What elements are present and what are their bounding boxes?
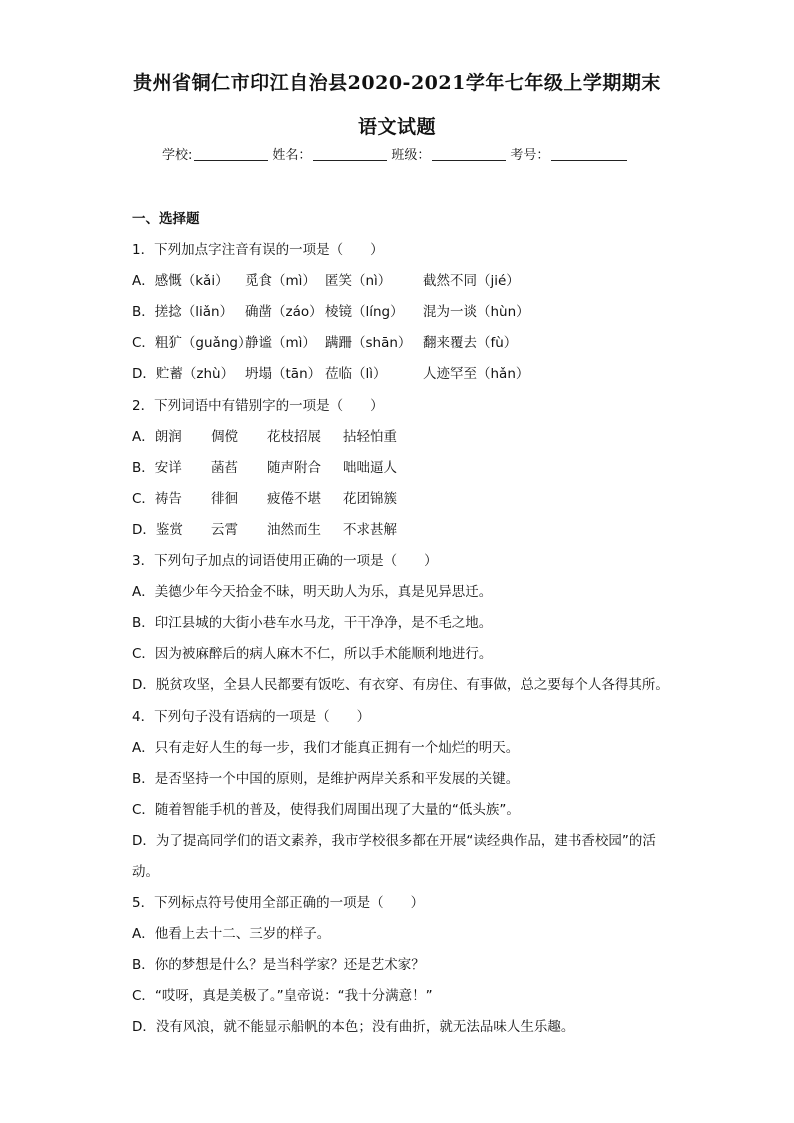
exam-title-line1: 贵州省铜仁市印江自治县2020-2021学年七年级上学期期末 [133,72,661,94]
question-2-option-a: A．朗润 倜傥 花枝招展 拈轻怕重 [132,428,397,445]
question-3-option-d: D．脱贫攻坚，全县人民都要有饭吃、有衣穿、有房住、有事做，总之要每个人各得其所。 [132,677,669,694]
section-title: 一、选择题 [132,211,200,227]
name-blank [313,146,387,161]
question-content [132,204,672,1044]
exam-no-blank [551,146,627,161]
question-2-option-d: D．鉴赏 云霄 油然而生 不求甚解 [132,521,397,538]
question-3-stem: 3．下列句子加点的词语使用正确的一项是（ ） [132,553,438,570]
class-label: 班级： [391,148,431,163]
question-3-option-a: A．美德少年今天拾金不昧，明天助人为乐，真是见异思迁。 [132,584,493,601]
question-3-option-c: C．因为被麻醉后的病人麻木不仁，所以手术能顺利地进行。 [132,646,493,663]
question-5-option-b: B．你的梦想是什么？是当科学家？还是艺术家？ [132,957,425,974]
question-1-option-c: C．粗犷（guǎng） 静谧（mì） 蹒跚（shān） 翻来覆去（fù） [132,335,518,352]
name-label: 姓名： [272,148,312,163]
question-4-option-d: D．为了提高同学们的语文素养，我市学校很多都在开展“读经典作品，建书香校园”的活动。 [132,832,656,880]
question-2-stem: 2．下列词语中有错别字的一项是（ ） [132,397,384,414]
question-1-option-d: D．贮蓄（zhù） 坍塌（tān） 莅临（lì） 人迹罕至（hǎn） [132,366,530,383]
question-4-stem: 4．下列句子没有语病的一项是（ ） [132,708,371,725]
student-info-row [162,144,631,163]
question-1-option-a: A．感慨（kǎi） 觅食（mì） 匿笑（nì） 截然不同（jié） [132,273,520,290]
question-2-option-b: B．安详 菡萏 随声附合 咄咄逼人 [132,459,397,476]
class-blank [432,146,506,161]
school-blank [194,146,268,161]
exam-title-line2: 语文试题 [357,116,436,138]
question-4-option-c: C．随着智能手机的普及，使得我们周围出现了大量的“低头族”。 [132,801,520,818]
question-5-stem: 5．下列标点符号使用全部正确的一项是（ ） [132,895,425,912]
exam-no-label: 考号： [510,148,550,163]
question-1-stem: 1．下列加点字注音有误的一项是（ ） [132,242,384,259]
question-1-option-b: B．搓捻（liǎn） 确凿（záo） 棱镜（líng） 混为一谈（hùn） [132,304,530,321]
question-2-option-c: C．祷告 徘徊 疲倦不堪 花团锦簇 [132,490,397,507]
question-5-option-d: D．没有风浪，就不能显示船帆的本色；没有曲折，就无法品味人生乐趣。 [132,1019,575,1036]
question-3-option-b: B．印江县城的大街小巷车水马龙，干干净净，是不毛之地。 [132,615,493,632]
question-4-option-b: B．是否坚持一个中国的原则，是维护两岸关系和平发展的关键。 [132,770,520,787]
question-5-option-c: C．“哎呀，真是美极了。”皇帝说：“我十分满意！” [132,988,433,1005]
question-5-option-a: A．他看上去十二、三岁的样子。 [132,926,331,943]
question-4-option-a: A．只有走好人生的每一步，我们才能真正拥有一个灿烂的明天。 [132,739,520,756]
school-label: 学校: [162,148,193,163]
